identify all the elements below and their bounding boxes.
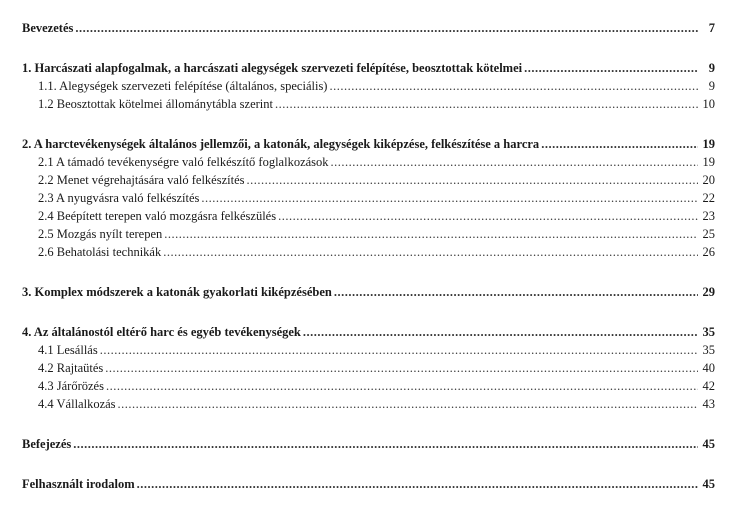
toc-entry — [22, 324, 715, 340]
toc-entry-title: Bevezetés — [22, 21, 74, 35]
toc-entry — [38, 78, 715, 94]
toc-entry-page-number: 19 — [702, 155, 715, 169]
toc-entry-page-number: 43 — [702, 397, 715, 411]
dot-leader — [75, 20, 698, 36]
dot-leader — [163, 244, 698, 260]
toc-entry-title: 2.3 A nyugvásra való felkészítés — [38, 191, 200, 205]
toc-entry-title: 2.1 A támadó tevékenységre való felkészítő foglalkozások — [38, 155, 329, 169]
toc-entry-page-number: 19 — [702, 137, 715, 151]
toc-entry-title: 4. Az általánostól eltérő harc és egyéb tevékenységek — [22, 325, 301, 339]
toc-entry — [22, 436, 715, 452]
toc-entry — [38, 226, 715, 242]
toc-entry-page-number: 42 — [702, 379, 715, 393]
dot-leader — [105, 360, 698, 376]
dot-leader — [275, 96, 698, 112]
dot-leader — [118, 396, 698, 412]
toc-entry — [38, 190, 715, 206]
toc-entry-page-number: 20 — [702, 173, 715, 187]
toc-entry — [22, 60, 715, 76]
toc-entry-title: 2.4 Beépített terepen való mozgásra felkészülés — [38, 209, 277, 223]
dot-leader — [331, 154, 698, 170]
toc-entry — [38, 244, 715, 260]
toc-entry-title: 4.2 Rajtaütés — [38, 361, 104, 375]
toc-entry-page-number: 9 — [708, 61, 715, 75]
toc-entry-page-number: 29 — [702, 285, 715, 299]
dot-leader — [164, 226, 698, 242]
dot-leader — [303, 324, 698, 340]
dot-leader — [334, 284, 698, 300]
toc-entry — [38, 172, 715, 188]
toc-entry-title: 2. A harctevékenységek általános jellemzői, a katonák, alegységek kiképzése, felkészítése a harcra — [22, 137, 540, 151]
toc-entry — [38, 208, 715, 224]
toc-entry-title: Befejezés — [22, 437, 72, 451]
dot-leader — [100, 342, 698, 358]
toc-entry — [38, 154, 715, 170]
toc-entry-title: 4.1 Lesállás — [38, 343, 98, 357]
toc-entry-title: 1.2 Beosztottak kötelmei állománytábla szerint — [38, 97, 274, 111]
toc-entry-title: 1. Harcászati alapfogalmak, a harcászati alegységek szervezeti felépítése, beosztottak kötelmei — [22, 61, 523, 75]
toc-entry-page-number: 35 — [702, 343, 715, 357]
toc-entry-title: 4.3 Járőrözés — [38, 379, 104, 393]
toc-entry-page-number: 45 — [702, 437, 715, 451]
toc-entry-page-number: 9 — [708, 79, 715, 93]
toc-entry-page-number: 22 — [702, 191, 715, 205]
toc-entry-title: Felhasznált irodalom — [22, 477, 135, 491]
toc-entry-page-number: 23 — [702, 209, 715, 223]
dot-leader — [278, 208, 698, 224]
toc-entry-page-number: 35 — [702, 325, 715, 339]
toc-entry-title: 2.2 Menet végrehajtására való felkészítés — [38, 173, 245, 187]
toc-entry-page-number: 45 — [702, 477, 715, 491]
toc-entry-title: 4.4 Vállalkozás — [38, 397, 116, 411]
toc-entry — [38, 396, 715, 412]
dot-leader — [106, 378, 698, 394]
dot-leader — [541, 136, 698, 152]
toc-entry — [38, 378, 715, 394]
toc-entry — [38, 360, 715, 376]
dot-leader — [247, 172, 698, 188]
toc-entry-title: 3. Komplex módszerek a katonák gyakorlati kiképzésében — [22, 285, 332, 299]
toc-entry-title: 1.1. Alegységek szervezeti felépítése (általános, speciális) — [38, 79, 328, 93]
toc-entry-title: 2.5 Mozgás nyílt terepen — [38, 227, 163, 241]
toc-entry — [22, 476, 715, 492]
dot-leader — [73, 436, 698, 452]
toc-entry — [22, 20, 715, 36]
toc-entry-page-number: 40 — [702, 361, 715, 375]
toc-entry-page-number: 25 — [702, 227, 715, 241]
toc-entry-page-number: 10 — [702, 97, 715, 111]
toc-entry-page-number: 26 — [702, 245, 715, 259]
toc-entry — [38, 342, 715, 358]
toc-entry — [22, 136, 715, 152]
dot-leader — [201, 190, 698, 206]
dot-leader — [524, 60, 698, 76]
dot-leader — [329, 78, 698, 94]
toc-entry — [38, 96, 715, 112]
toc-entry-title: 2.6 Behatolási technikák — [38, 245, 162, 259]
dot-leader — [137, 476, 698, 492]
toc-entry — [22, 284, 715, 300]
toc-entry-page-number: 7 — [708, 21, 715, 35]
